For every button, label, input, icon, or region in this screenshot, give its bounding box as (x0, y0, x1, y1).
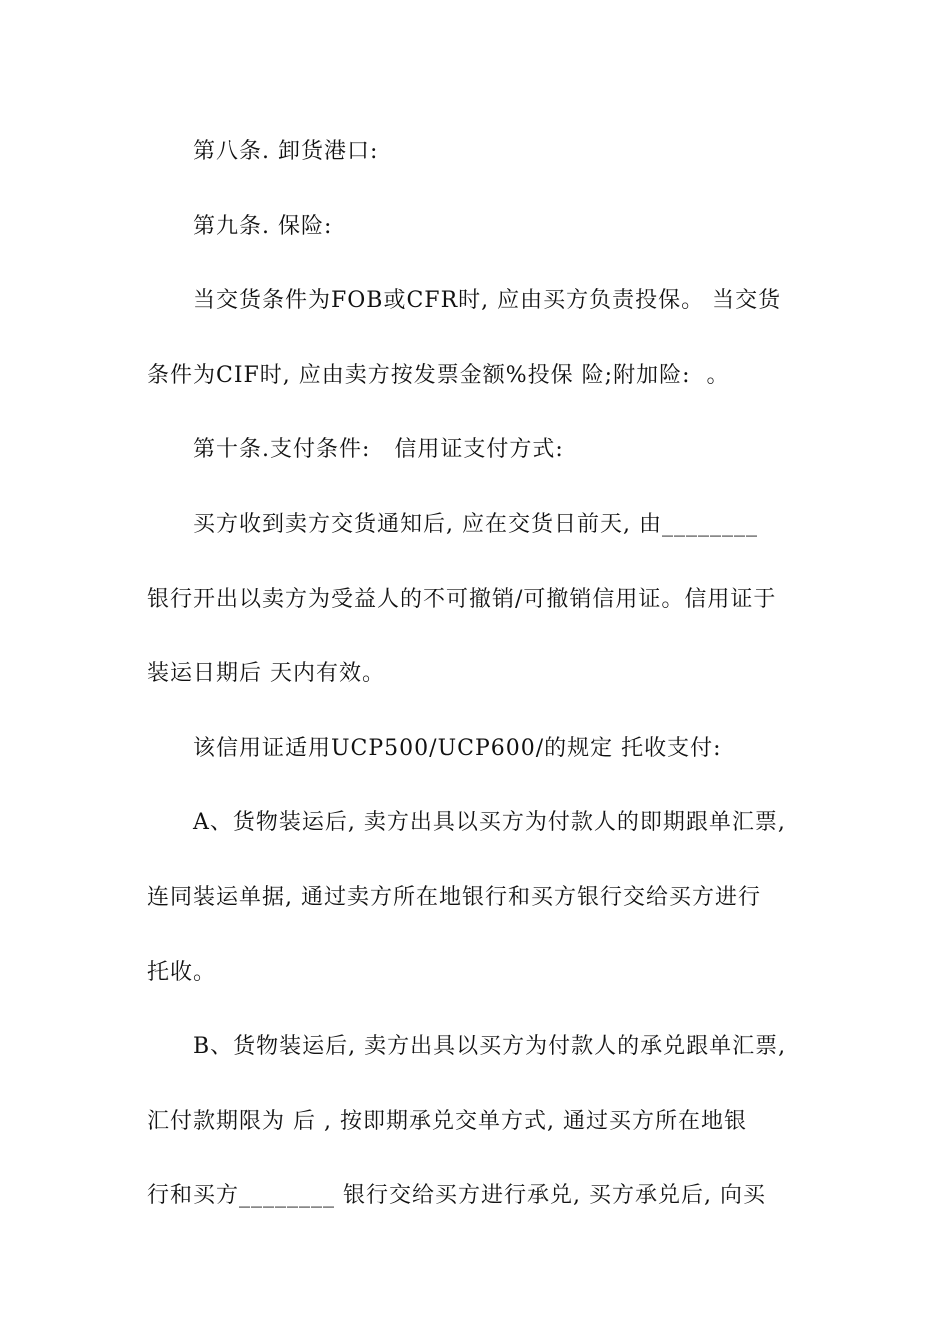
ucp-paragraph: 该信用证适用UCP500/UCP600/的规定 托收支付: (193, 736, 722, 761)
article-9-heading: 第九条. 保险: (193, 214, 333, 239)
insurance-paragraph-line-1: 当交货条件为FOB或CFR时, 应由买方负责投保。 当交货 (193, 288, 782, 313)
clause-a-line-1: A、货物装运后, 卖方出具以买方为付款人的即期跟单汇票, (193, 810, 786, 835)
clause-a-line-2: 连同装运单据, 通过卖方所在地银行和买方银行交给买方进行 (147, 885, 761, 910)
lc-paragraph-line-3: 装运日期后 天内有效。 (147, 661, 385, 686)
insurance-paragraph-line-2: 条件为CIF时, 应由卖方按发票金额%投保 险;附加险: 。 (147, 363, 730, 388)
clause-a-line-3: 托收。 (147, 960, 217, 985)
lc-paragraph-line-1: 买方收到卖方交货通知后, 应在交货日前天, 由________ (193, 512, 758, 537)
article-10-heading: 第十条.支付条件: 信用证支付方式: (193, 437, 564, 462)
article-8-heading: 第八条. 卸货港口: (193, 139, 379, 164)
clause-b-line-2: 汇付款期限为 后 , 按即期承兑交单方式, 通过买方所在地银 (147, 1109, 747, 1134)
clause-b-line-3: 行和买方________ 银行交给买方进行承兑, 买方承兑后, 向买 (147, 1183, 766, 1208)
lc-paragraph-line-2: 银行开出以卖方为受益人的不可撤销/可撤销信用证。信用证于 (147, 587, 777, 612)
clause-b-line-1: B、货物装运后, 卖方出具以买方为付款人的承兑跟单汇票, (193, 1034, 787, 1059)
